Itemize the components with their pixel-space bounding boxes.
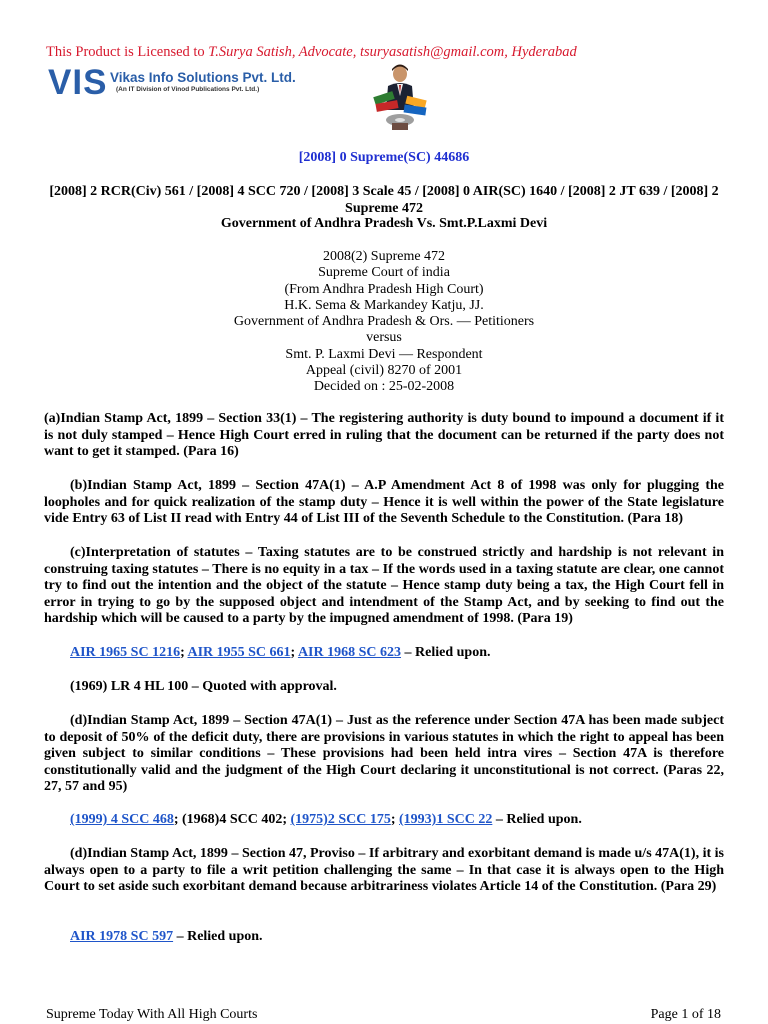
header-line-report: 2008(2) Supreme 472: [322, 249, 446, 264]
citation-link[interactable]: (1993)1 SCC 22: [399, 812, 493, 827]
relied-upon-refs-1: AIR 1965 SC 1216; AIR 1955 SC 661; AIR 1968 SC 623 – Relied upon.: [70, 645, 491, 660]
header-line-petitioners: Government of Andhra Pradesh & Ors. — Petitioners: [233, 314, 535, 330]
citation-link[interactable]: AIR 1965 SC 1216: [70, 645, 181, 660]
header-line-respondent: Smt. P. Laxmi Devi — Respondent: [285, 346, 483, 362]
citation-link[interactable]: (1999) 4 SCC 468: [70, 812, 174, 827]
relied-upon-label: – Relied upon.: [173, 929, 263, 944]
case-title: Government of Andhra Pradesh Vs. Smt.P.Laxmi Devi: [220, 216, 548, 231]
logo-mark: VIS: [48, 63, 108, 102]
header-line-court: Supreme Court of india: [318, 265, 450, 281]
citation-link[interactable]: (1975)2 SCC 175: [290, 812, 391, 827]
license-banner: [46, 44, 577, 61]
case-header-block: [30, 249, 738, 396]
citation-title: [2008] 0 Supreme(SC) 44686: [298, 150, 470, 165]
header-line-versus: versus: [366, 330, 402, 346]
citation-link[interactable]: AIR 1978 SC 597: [70, 929, 174, 944]
parallel-citations: [2008] 2 RCR(Civ) 561 / [2008] 4 SCC 720 / [2008] 3 Scale 45 / [2008] 0 AIR(SC) 1640 / [2008] 2 JT 639 / [2008] 2 Supreme 472: [49, 184, 719, 216]
headnote-a: (a)Indian Stamp Act, 1899 – Section 33(1) – The registering authority is duty bound to impound a document if it is not duly stamped – Hence High Court erred in ruling that the document can be returned if the party does not want to get it stamped. (Para 16): [44, 411, 724, 459]
header-line-judges: H.K. Sema & Markandey Katju, JJ.: [284, 297, 484, 313]
relied-upon-label: – Relied upon.: [401, 645, 491, 660]
publisher-logo: [48, 63, 308, 102]
footer-publication: Supreme Today With All High Courts: [46, 1007, 258, 1022]
citation-link[interactable]: AIR 1968 SC 623: [297, 645, 402, 660]
license-prefix: This Product is Licensed to: [46, 44, 209, 60]
mascot-illustration: [370, 60, 432, 132]
page-number: Page 1 of 18: [650, 1007, 721, 1022]
header-line-decided: Decided on : 25-02-2008: [313, 379, 455, 395]
relied-upon-refs-3: [70, 929, 263, 945]
headnote-d: (d)Indian Stamp Act, 1899 – Section 47A(1) – Just as the reference under Section 47A has been made subject to deposit of 50% of the deficit duty, there are provisions in various statutes in which the right to appeal has been given subject to similar conditions – These provisions had been held intra vires – Section 47A is therefore constitutionally valid and the judgment of the High Court declaring it unconstitutional is not correct. (Paras 22, 27, 57 and 95): [44, 713, 724, 794]
logo-company-name: Vikas Info Solutions Pvt. Ltd.: [110, 70, 296, 85]
header-line-appeal: Appeal (civil) 8270 of 2001: [305, 363, 463, 379]
headnote-b: (b)Indian Stamp Act, 1899 – Section 47A(1) – A.P Amendment Act 8 of 1998 was only for plugging the loopholes and for quick realization of the stamp duty – Hence it is well within the power of the State legislature vide Entry 63 of List II read with Entry 44 of List III of the Seventh Schedule to the Constitution. (Para 18): [44, 478, 724, 526]
headnote-c: (c)Interpretation of statutes – Taxing statutes are to be construed strictly and hardship is not relevant in construing taxing statutes – There is no equity in a tax – If the words used in a taxing statute are clear, one cannot try to find out the intention and the object of the statute – Hence stamp duty being a tax, the High Court fell in error in trying to go by the supposed object and intendment of the Stamp Act, and by seeking to find out the hardship which will be caused to a party by the impugned amendment of 1998. (Para 19): [44, 545, 724, 626]
relied-upon-refs-2: (1999) 4 SCC 468; (1968)4 SCC 402; (1975)2 SCC 175; (1993)1 SCC 22 – Relied upon.: [70, 812, 582, 827]
header-line-origin: (From Andhra Pradesh High Court): [284, 281, 484, 297]
citation-link[interactable]: AIR 1955 SC 661: [187, 645, 291, 660]
licensee-details: T.Surya Satish, Advocate, tsuryasatish@gmail.com, Hyderabad: [208, 44, 577, 60]
relied-upon-label: – Relied upon.: [492, 812, 582, 827]
logo-tagline: (An IT Division of Vinod Publications Pvt. Ltd.): [116, 86, 260, 93]
quoted-with-approval: (1969) LR 4 HL 100 – Quoted with approval.: [70, 679, 337, 694]
headnote-d-proviso: (d)Indian Stamp Act, 1899 – Section 47, Proviso – If arbitrary and exorbitant demand is made u/s 47A(1), it is always open to a party to file a writ petition challenging the same – In that case it is always open to the High Court to set aside such exorbitant demand because arbitrariness violates Article 14 of the Constitution. (Para 29): [44, 846, 724, 894]
